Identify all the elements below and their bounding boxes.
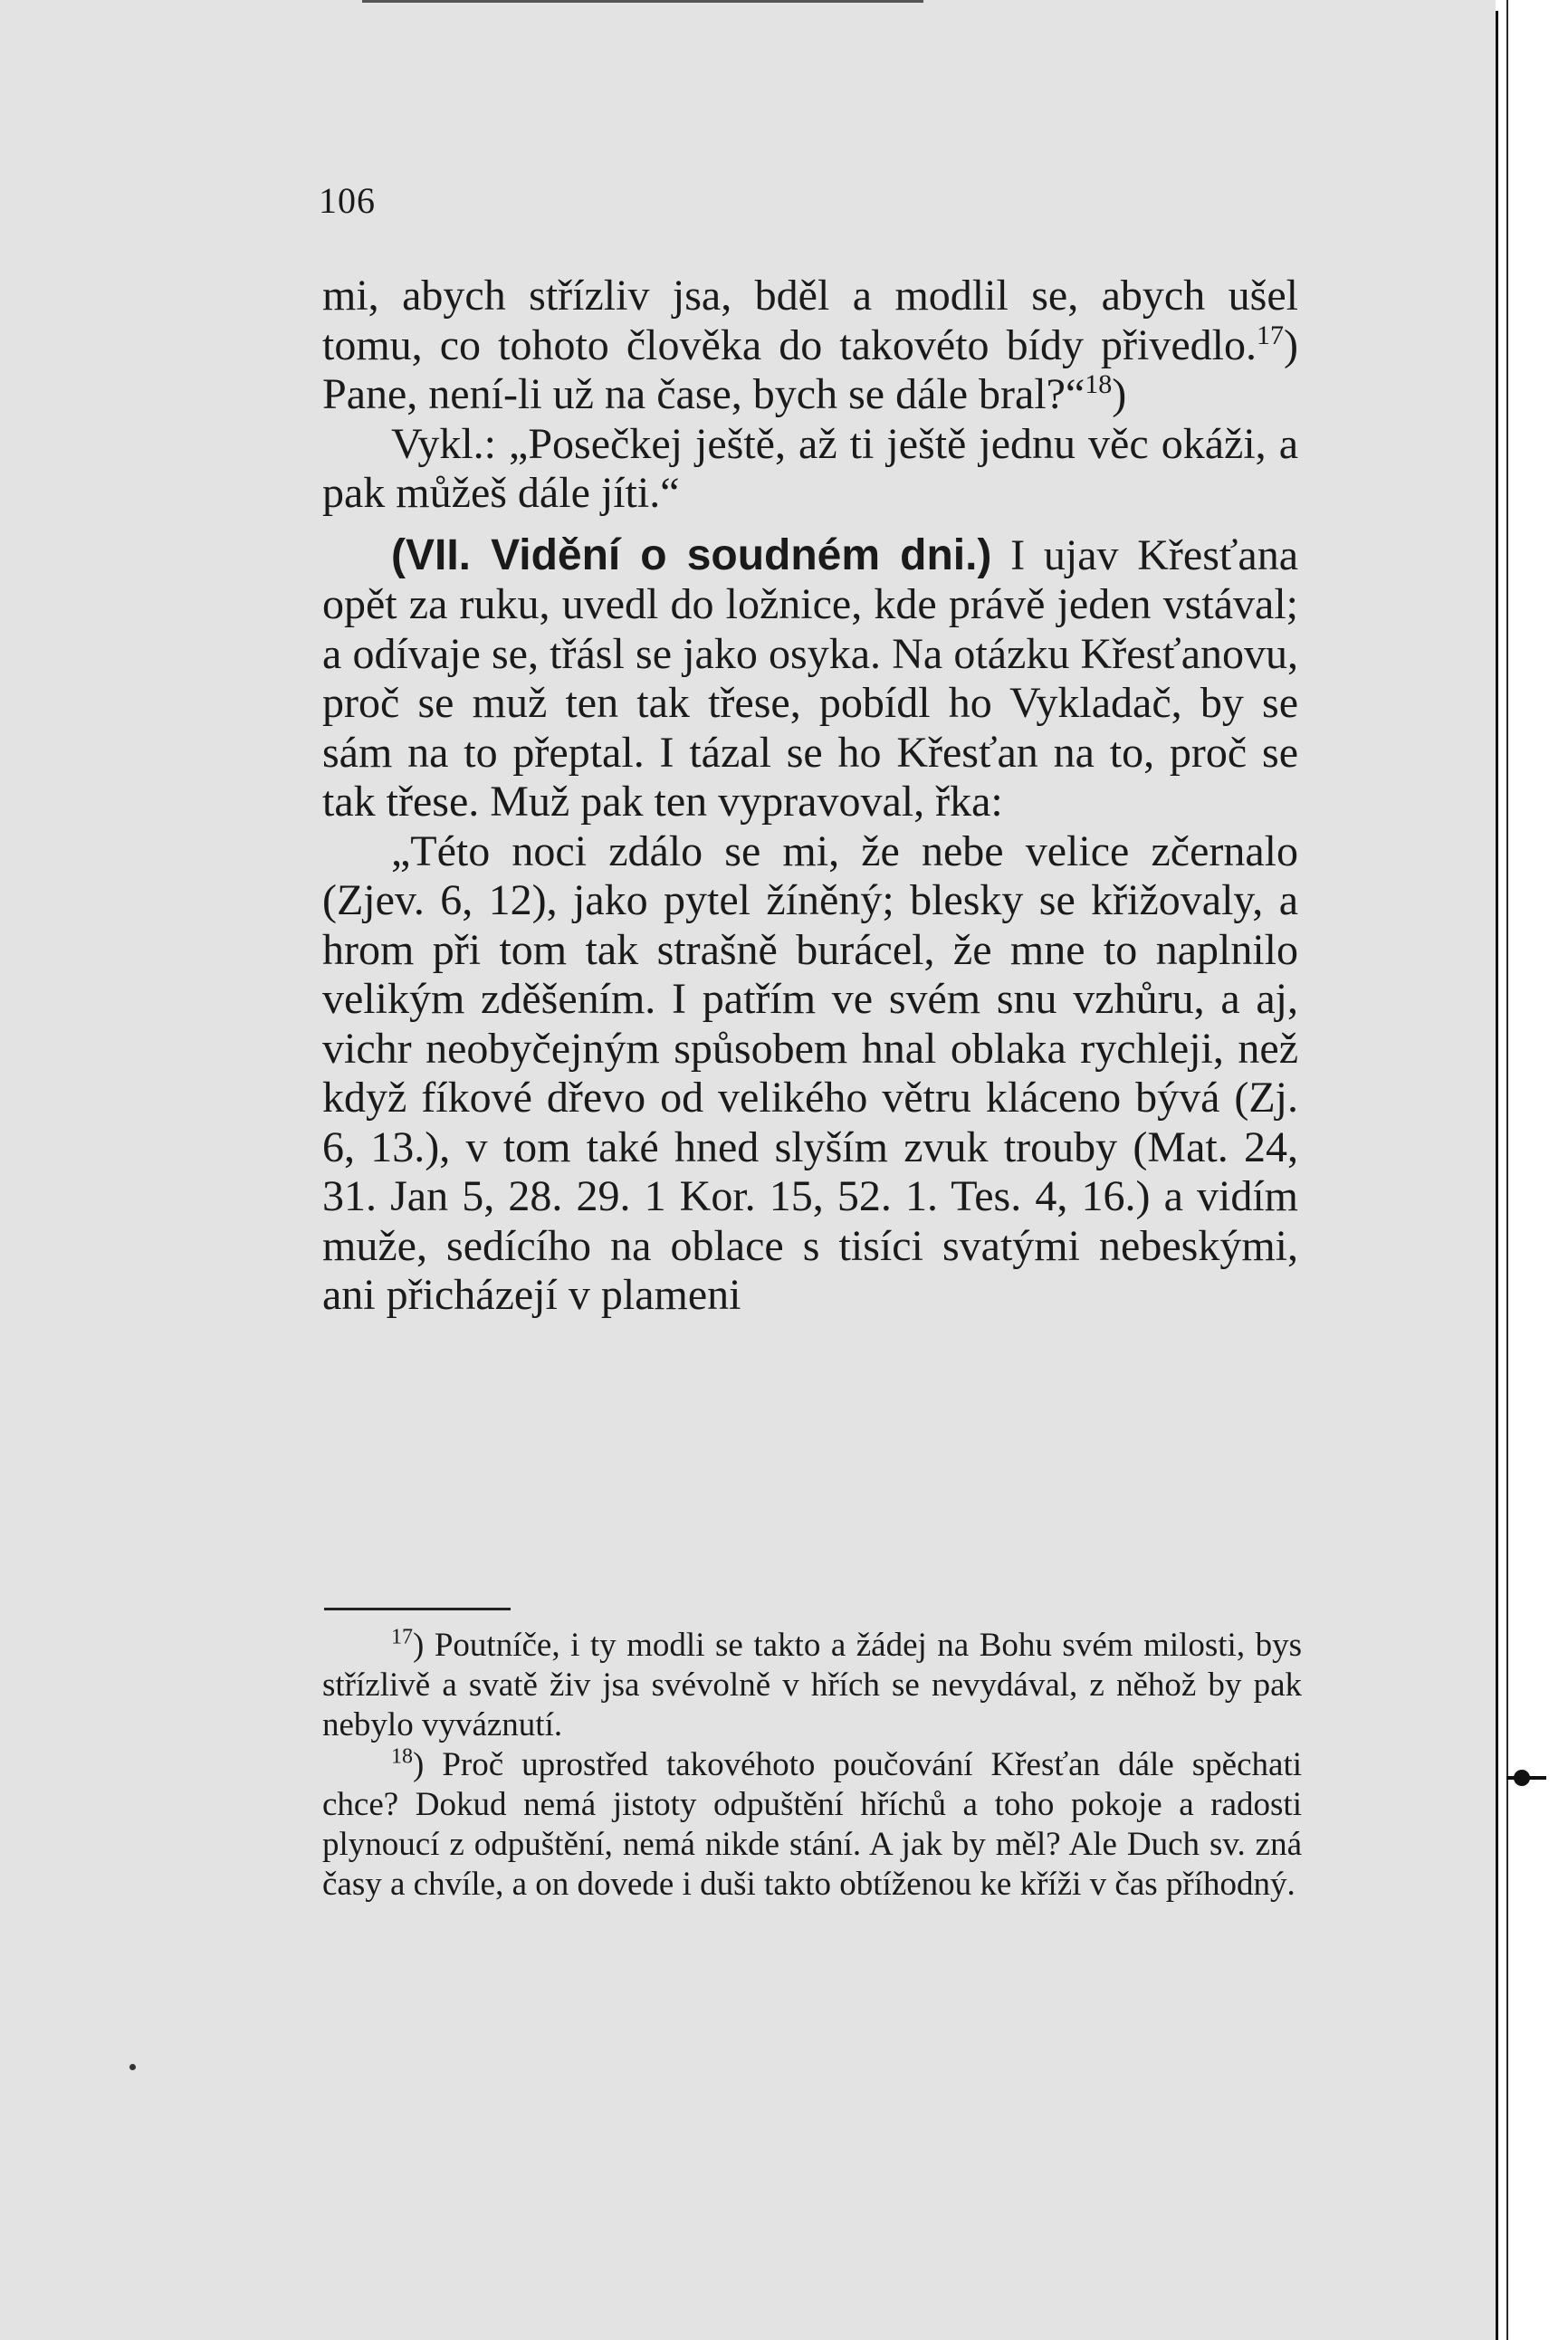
page-edge-line xyxy=(1496,11,1498,2340)
paragraph-3 xyxy=(322,531,1298,827)
top-edge-rule xyxy=(362,0,923,3)
specks xyxy=(129,2064,136,2070)
binding-edge-line xyxy=(1506,0,1508,2340)
footnote-17-number: 17 xyxy=(391,1625,413,1649)
footnotes xyxy=(322,1626,1302,1905)
paragraph-1-end: ) xyxy=(1112,370,1127,418)
footnote-18-number: 18 xyxy=(391,1744,413,1769)
paragraph-4: „Této noci zdálo se mi, že nebe velice zčernalo (Zjev. 6, 12), jako pytel žíněný; blesky se křižovaly, a hrom při tom tak strašně burácel, že mne to naplnilo velikým zděšením. I patřím ve svém snu vzhůru, a aj, vichr neobyčejným spůsobem hnal oblaka rychleji, než když fíkové dřevo od velikého větru kláceno bývá (Zj. 6, 13.), v tom také hned slyším zvuk trouby (Mat. 24, 31. Jan 5, 28. 29. 1 Kor. 15, 52. 1. Tes. 4, 16.) a vidím muže, sedícího na oblace s tisíci svatými nebeskými, ani přicházejí v plameni xyxy=(322,826,1298,1319)
section-heading: (VII. Vidění o soudném dni.) xyxy=(391,530,992,579)
paragraph-3-text: I ujav Křesťana opět za ruku, uvedl do ložnice, kde právě jeden vstával; a odívaje se, třásl se jako osyka. Na otázku Křesťanovu, proč se muž ten tak třese, pobídl ho Vykladač, by se sám na to přeptal. I tázal se ho Křesťan na to, proč se tak třese. Muž pak ten vypravoval, řka: xyxy=(322,530,1298,826)
footnote-17-text: ) Poutníče, i ty modli se takto a žádej na Bohu svém milosti, bys střízlivě a svatě živ jsa svévolně v hřích se nevydával, z něhož by pak nebylo vyváznutí. xyxy=(322,1627,1302,1743)
footnote-ref-18: 18 xyxy=(1085,369,1113,399)
footnote-17 xyxy=(322,1626,1302,1745)
paragraph-1-text: mi, abych střízliv jsa, bděl a modlil se, abych ušel tomu, co tohoto člověka do takovéto bídy přivedlo. xyxy=(322,272,1298,369)
footnote-rule xyxy=(324,1608,511,1610)
main-text xyxy=(322,272,1298,1321)
paragraph-1 xyxy=(322,272,1298,420)
paragraph-1-cont: ) Pane, není-li už na čase, bych se dále bral?“ xyxy=(322,320,1298,418)
page-number: 106 xyxy=(319,180,376,221)
paragraph-2: Vykl.: „Posečkej ještě, až ti ještě jednu věc okáži, a pak můžeš dále jíti.“ xyxy=(322,419,1298,517)
footnote-ref-17: 17 xyxy=(1257,320,1285,350)
binding-clip-mark xyxy=(1514,1770,1530,1786)
footnote-18 xyxy=(322,1745,1302,1905)
footnote-18-text: ) Proč uprostřed takovéhoto poučování Křesťan dále spěchati chce? Dokud nemá jistoty odpuštění hříchů a toho pokoje a radosti plynoucí z odpuštění, nemá nikde stání. A jak by měl? Ale Duch sv. zná časy a chvíle, a on dovede i duši takto obtíženou ke kříži v čas příhodný. xyxy=(322,1746,1302,1903)
